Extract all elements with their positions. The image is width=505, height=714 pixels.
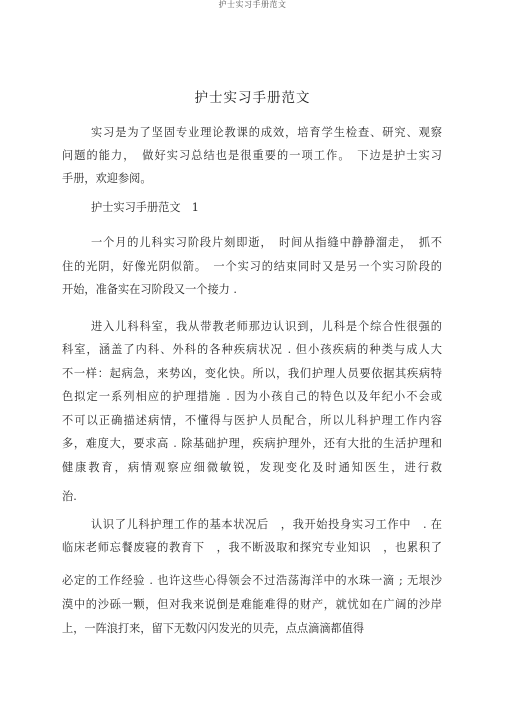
section-heading: 护士实习手册范文 1	[91, 201, 199, 214]
paragraph-line: 临床老师忘餐废寝的教育下 ，我不断汲取和探究专业知识 ，也累积了	[62, 541, 442, 554]
paragraph-line: 色拟定一系列相应的护理措施 . 因为小孩自己的特色以及年纪小不会或	[62, 390, 442, 403]
paragraph-line: 实习是为了坚固专业理论教课的成效，培育学生检查、研究、观察	[91, 126, 442, 139]
paragraph-line: 漠中的沙砾一颗，但对我来说倒是难能难得的财产，就忧如在广阔的沙岸	[62, 598, 442, 611]
paragraph-line: 进入儿科科室，我从带教老师那边认识到，儿科是个综合性很强的	[91, 320, 442, 333]
paragraph-line: 住的光阴，好像光阴似箭。 一个实习的结束同时又是另一个实习阶段的	[62, 260, 442, 273]
paragraph-line: 多，难度大，要求高 . 除基础护理，疾病护理外，还有大批的生活护理和	[62, 437, 442, 450]
paragraph-line: 认识了儿科护理工作的基本状况后 ，我开始投身实习工作中 . 在	[91, 518, 442, 531]
document-title: 护士实习手册范文	[194, 90, 311, 106]
paragraph-line: 不可以正确描述病情，不懂得与医护人员配合，所以儿科护理工作内容	[62, 414, 442, 427]
paragraph-line: 一个月的儿科实习阶段片刻即逝， 时间从指缝中静静溜走， 抓不	[91, 236, 442, 249]
paragraph-line: 开始，准备实在习阶段又一个接力 .	[62, 283, 237, 296]
paragraph-line: 不一样：起病急，来势凶，变化快。所以，我们护理人员要依据其疾病特	[62, 367, 442, 380]
paragraph-line: 上，一阵浪打来，留下无数闪闪发光的贝壳，点点滴滴都值得	[62, 622, 365, 635]
paragraph-line: 健康教育，病情观察应细微敏锐，发现变化及时通知医生，进行救	[62, 461, 442, 474]
running-header: 护士实习手册范文	[218, 0, 287, 9]
paragraph-line: 问题的能力， 做好实习总结也是很重要的一项工作。 下边是护士实习	[62, 149, 442, 162]
paragraph-line: 治.	[62, 490, 77, 503]
paragraph-line: 必定的工作经验 . 也许这些心得领会不过浩荡海洋中的水珠一滴 ; 无垠沙	[62, 574, 442, 587]
paragraph-line: 手册，欢迎参阅。	[62, 172, 152, 185]
paragraph-line: 科室，涵盖了内科、外科的各种疾病状况 . 但小孩疾病的种类与成人大	[62, 343, 442, 356]
